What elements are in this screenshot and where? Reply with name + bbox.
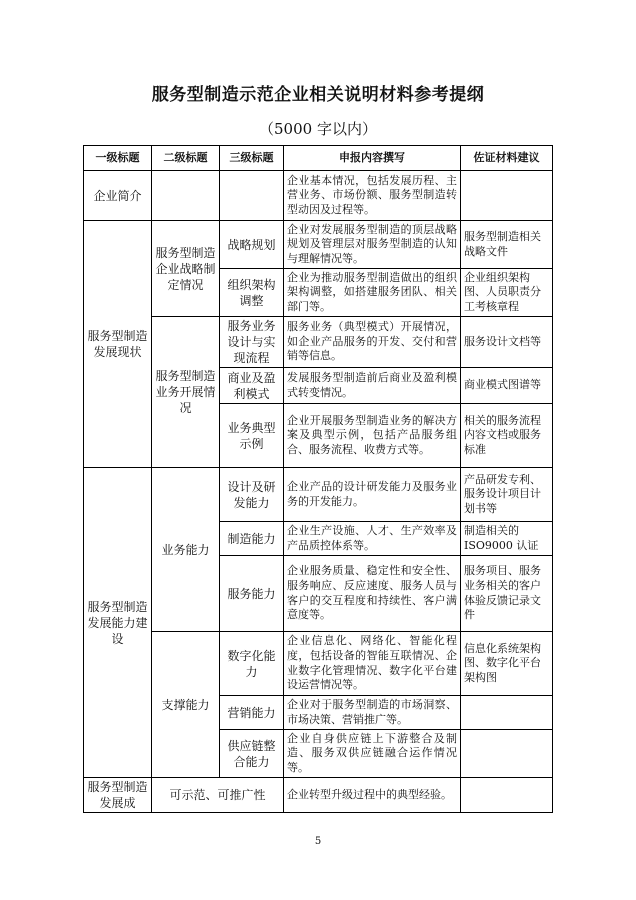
header-level1: 一级标题 bbox=[84, 146, 152, 171]
table-row bbox=[84, 632, 553, 696]
level1-cell: 服务型制造发展能力建设 bbox=[84, 468, 152, 778]
evidence-cell bbox=[461, 696, 553, 730]
evidence-cell bbox=[461, 171, 553, 221]
document-title: 服务型制造示范企业相关说明材料参考提纲 bbox=[151, 85, 485, 105]
content-cell: 企业自身供应链上下游整合及制造、服务双供应链融合运作情况等。 bbox=[284, 730, 461, 778]
level3-cell: 商业及盈利模式 bbox=[220, 368, 284, 404]
header-level2: 二级标题 bbox=[152, 146, 220, 171]
content-cell: 企业转型升级过程中的典型经验。 bbox=[284, 778, 461, 813]
content-cell: 发展服务型制造前后商业及盈利模式转变情况。 bbox=[284, 368, 461, 404]
content-cell: 企业开展服务型制造业务的解决方案及典型示例，包括产品服务组合、服务流程、收费方式等。 bbox=[284, 404, 461, 468]
table-row bbox=[84, 778, 553, 813]
evidence-cell bbox=[461, 730, 553, 778]
evidence-cell: 商业模式图谱等 bbox=[461, 368, 553, 404]
table-row bbox=[84, 221, 553, 269]
content-cell: 企业服务质量、稳定性和安全性、服务响应、反应速度、服务人员与客户的交互程度和持续性、客户满意度等。 bbox=[284, 556, 461, 632]
evidence-cell: 企业组织架构图、人员职责分工考核章程 bbox=[461, 269, 553, 317]
level2-cell: 服务型制造企业战略制定情况 bbox=[152, 221, 220, 317]
content-cell: 企业对于服务型制造的市场洞察、市场决策、营销推广等。 bbox=[284, 696, 461, 730]
content-cell: 企业为推动服务型制造做出的组织架构调整，如搭建服务团队、相关部门等。 bbox=[284, 269, 461, 317]
evidence-cell: 制造相关的ISO9000 认证 bbox=[461, 522, 553, 556]
level2-cell: 可示范、可推广性 bbox=[152, 778, 284, 813]
level2-cell bbox=[152, 171, 220, 221]
word-limit-note: （5000 字以内） bbox=[259, 120, 377, 138]
level1-cell: 服务型制造发展成 bbox=[84, 778, 152, 813]
table-header-row bbox=[84, 146, 553, 171]
header-level3: 三级标题 bbox=[220, 146, 284, 171]
evidence-cell: 产品研发专利、服务设计项目计划书等 bbox=[461, 468, 553, 522]
content-cell: 企业对发展服务型制造的顶层战略规划及管理层对服务型制造的认知与理解情况等。 bbox=[284, 221, 461, 269]
content-cell: 企业生产设施、人才、生产效率及产品质控体系等。 bbox=[284, 522, 461, 556]
content-cell: 企业信息化、网络化、智能化程度，包括设备的智能互联情况、企业数字化管理情况、数字化平台建设运营情况等。 bbox=[284, 632, 461, 696]
evidence-cell: 相关的服务流程内容文档或服务标准 bbox=[461, 404, 553, 468]
level3-cell: 业务典型示例 bbox=[220, 404, 284, 468]
level3-cell: 组织架构调整 bbox=[220, 269, 284, 317]
level3-cell: 供应链整合能力 bbox=[220, 730, 284, 778]
level3-cell: 营销能力 bbox=[220, 696, 284, 730]
header-content: 申报内容撰写 bbox=[284, 146, 461, 171]
level3-cell: 制造能力 bbox=[220, 522, 284, 556]
table-row bbox=[84, 171, 553, 221]
evidence-cell: 服务项目、服务业务相关的客户体验反馈记录文件 bbox=[461, 556, 553, 632]
evidence-cell: 服务型制造相关战略文件 bbox=[461, 221, 553, 269]
outline-table bbox=[83, 145, 553, 813]
content-cell: 服务业务（典型模式）开展情况，如企业产品服务的开发、交付和营销等信息。 bbox=[284, 317, 461, 368]
level3-cell: 数字化能力 bbox=[220, 632, 284, 696]
level2-cell: 业务能力 bbox=[152, 468, 220, 632]
level1-cell: 服务型制造发展现状 bbox=[84, 221, 152, 468]
level3-cell bbox=[220, 171, 284, 221]
level2-cell: 支撑能力 bbox=[152, 632, 220, 778]
content-cell: 企业产品的设计研发能力及服务业务的开发能力。 bbox=[284, 468, 461, 522]
level3-cell: 设计及研发能力 bbox=[220, 468, 284, 522]
level2-cell: 服务型制造业务开展情况 bbox=[152, 317, 220, 468]
header-evidence: 佐证材料建议 bbox=[461, 146, 553, 171]
level3-cell: 服务能力 bbox=[220, 556, 284, 632]
evidence-cell bbox=[461, 778, 553, 813]
page-number: 5 bbox=[314, 836, 322, 847]
level3-cell: 战略规划 bbox=[220, 221, 284, 269]
level3-cell: 服务业务设计与实现流程 bbox=[220, 317, 284, 368]
table-row bbox=[84, 317, 553, 368]
table-row bbox=[84, 468, 553, 522]
evidence-cell: 信息化系统架构图、数字化平台架构图 bbox=[461, 632, 553, 696]
level1-cell: 企业简介 bbox=[84, 171, 152, 221]
evidence-cell: 服务设计文档等 bbox=[461, 317, 553, 368]
content-cell: 企业基本情况，包括发展历程、主营业务、市场份额、服务型制造转型动因及过程等。 bbox=[284, 171, 461, 221]
